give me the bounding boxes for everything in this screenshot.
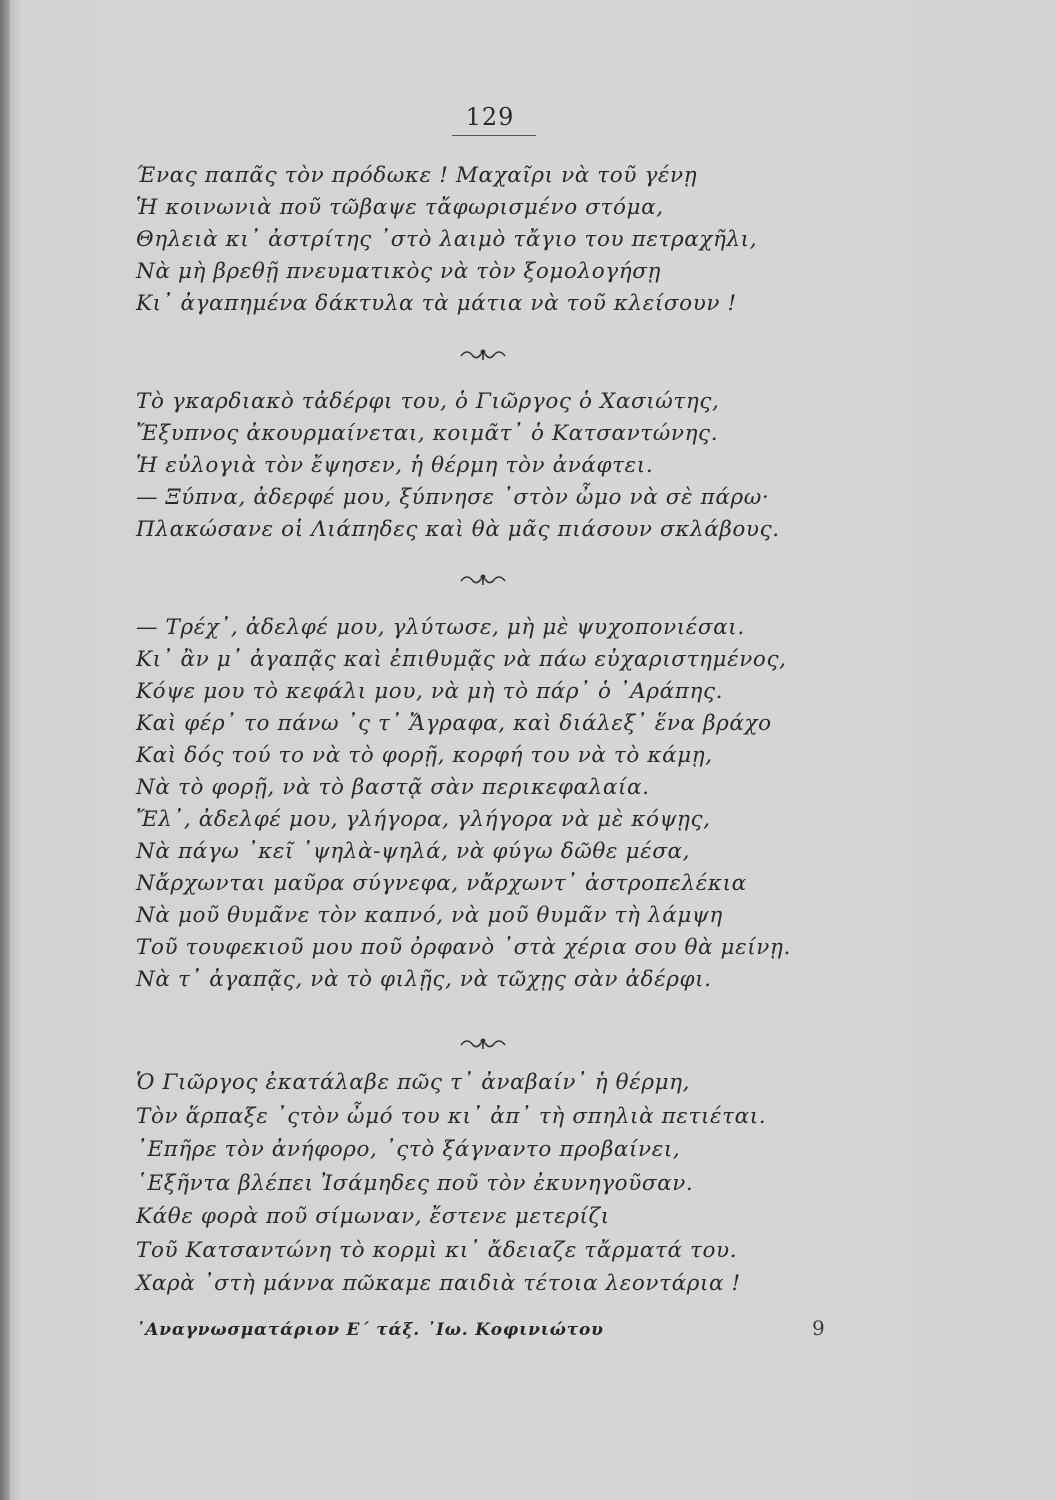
ornament-divider-icon [453,344,513,364]
verse-line: Ἔξυπνος ἀκουρμαίνεται, κοιμᾶτ᾽ ὁ Κατσαντώνης. [136,421,719,446]
stanza-1 [136,160,856,320]
verse-line: Ἡ εὐλογιὰ τὸν ἔψησεν, ἡ θέρμη τὸν ἀνάφτει. [136,453,654,478]
verse-line: Νὰ μὴ βρεθῇ πνευματικὸς νὰ τὸν ξομολογήσῃ [136,259,661,284]
verse-line: — Τρέχ᾽, ἀδελφέ μου, γλύτωσε, μὴ μὲ ψυχοπονιέσαι. [136,615,745,640]
verse-line: Νὰ τ᾽ ἀγαπᾷς, νὰ τὸ φιλῇς, νὰ τῶχῃς σὰν ἀδέρφι. [136,967,712,992]
verse-line: Καὶ φέρ᾽ το πάνω ᾽ς τ᾽ Ἄγραφα, καὶ διάλεξ᾽ ἕνα βράχο [136,711,772,736]
verse-line: Νὰ πάγω ᾽κεῖ ᾽ψηλὰ-ψηλά, νὰ φύγω δῶθε μέσα, [136,839,691,864]
verse-line: Νἄρχωνται μαῦρα σύγνεφα, νἄρχωντ᾽ ἀστροπελέκια [136,871,747,896]
verse-line: Κόψε μου τὸ κεφάλι μου, νὰ μὴ τὸ πάρ᾽ ὁ ᾽Αράπης. [136,679,724,704]
verse-line: Τοῦ τουφεκιοῦ μου ποῦ ὀρφανὸ ᾽στὰ χέρια σου θὰ μείνῃ. [136,935,791,960]
verse-line: Τὸν ἅρπαξε ᾽ςτὸν ὦμό του κι᾽ ἀπ᾽ τὴ σπηλιὰ πετιέται. [136,1103,767,1129]
verse-line: Θηλειὰ κι᾽ ἀστρίτης ᾽στὸ λαιμὸ τἄγιο του πετραχῆλι, [136,227,758,252]
verse-line: Νὰ τὸ φορῇ, νὰ τὸ βαστᾷ σὰν περικεφαλαία. [136,775,650,800]
verse-line: Ένας παπᾶς τὸν πρόδωκε ! Μαχαῖρι νὰ τοῦ γένῃ [136,163,698,188]
stanza-3 [136,612,856,996]
page-number: 129 [465,103,515,131]
book-footer-title: ᾽Αναγνωσματάριον Ε΄ τάξ. ᾽Ιω. Κοφινιώτου [136,1320,604,1340]
verse-line: Ἔλ᾽, ἀδελφέ μου, γλήγορα, γλήγορα νὰ μὲ κόψῃς, [136,807,711,832]
signature-mark: 9 [812,1316,825,1340]
stanza-4 [136,1066,856,1301]
verse-line: Καὶ δός τού το νὰ τὸ φορῇ, κορφή του νὰ τὸ κάμῃ, [136,743,713,768]
verse-line: Νὰ μοῦ θυμᾶνε τὸν καπνό, νὰ μοῦ θυμᾶν τὴ λάμψη [136,903,723,928]
verse-line: Πλακώσανε οἱ Λιάπηδες καὶ θὰ μᾶς πιάσουν σκλάβους. [136,517,780,542]
ornament-divider-icon [453,569,513,589]
verse-line: Τὸ γκαρδιακὸ τἀδέρφι του, ὁ Γιῶργος ὁ Χασιώτης, [136,389,720,414]
verse-line: Κάθε φορὰ ποῦ σίμωναν, ἔστενε μετερίζι [136,1204,610,1229]
verse-line: Ἡ κοινωνιὰ ποῦ τῶβαψε τἄφωρισμένο στόμα, [136,195,664,220]
page-binding-edge [0,0,10,1500]
verse-line: Κι᾽ ἀγαπημένα δάκτυλα τὰ μάτια νὰ τοῦ κλείσουν ! [136,291,737,316]
verse-line: ῾Εξῆντα βλέπει Ἰσάμηδες ποῦ τὸν ἐκυνηγοῦσαν. [136,1170,694,1196]
verse-line: Ὁ Γιῶργος ἐκατάλαβε πῶς τ᾽ ἀναβαίν᾽ ἡ θέρμη, [136,1070,691,1095]
verse-line: Χαρὰ ᾽στὴ μάννα πῶκαμε παιδιὰ τέτοια λεοντάρια ! [136,1271,741,1296]
ornament-divider-icon [453,1033,513,1053]
stanza-2 [136,386,856,546]
verse-line: Τοῦ Κατσαντώνη τὸ κορμὶ κι᾽ ἄδειαζε τἄρματά του. [136,1237,738,1263]
page-number-rule [452,135,536,136]
verse-line: ᾽Επῆρε τὸν ἀνήφορο, ᾽ςτὸ ξάγναντο προβαίνει, [136,1137,681,1162]
verse-line: Κι᾽ ἂν μ᾽ ἀγαπᾷς καὶ ἐπιθυμᾷς νὰ πάω εὐχαριστημένος, [136,647,787,672]
verse-line: — Ξύπνα, ἀδερφέ μου, ξύπνησε ᾽στὸν ὦμο νὰ σὲ πάρω· [136,485,770,510]
